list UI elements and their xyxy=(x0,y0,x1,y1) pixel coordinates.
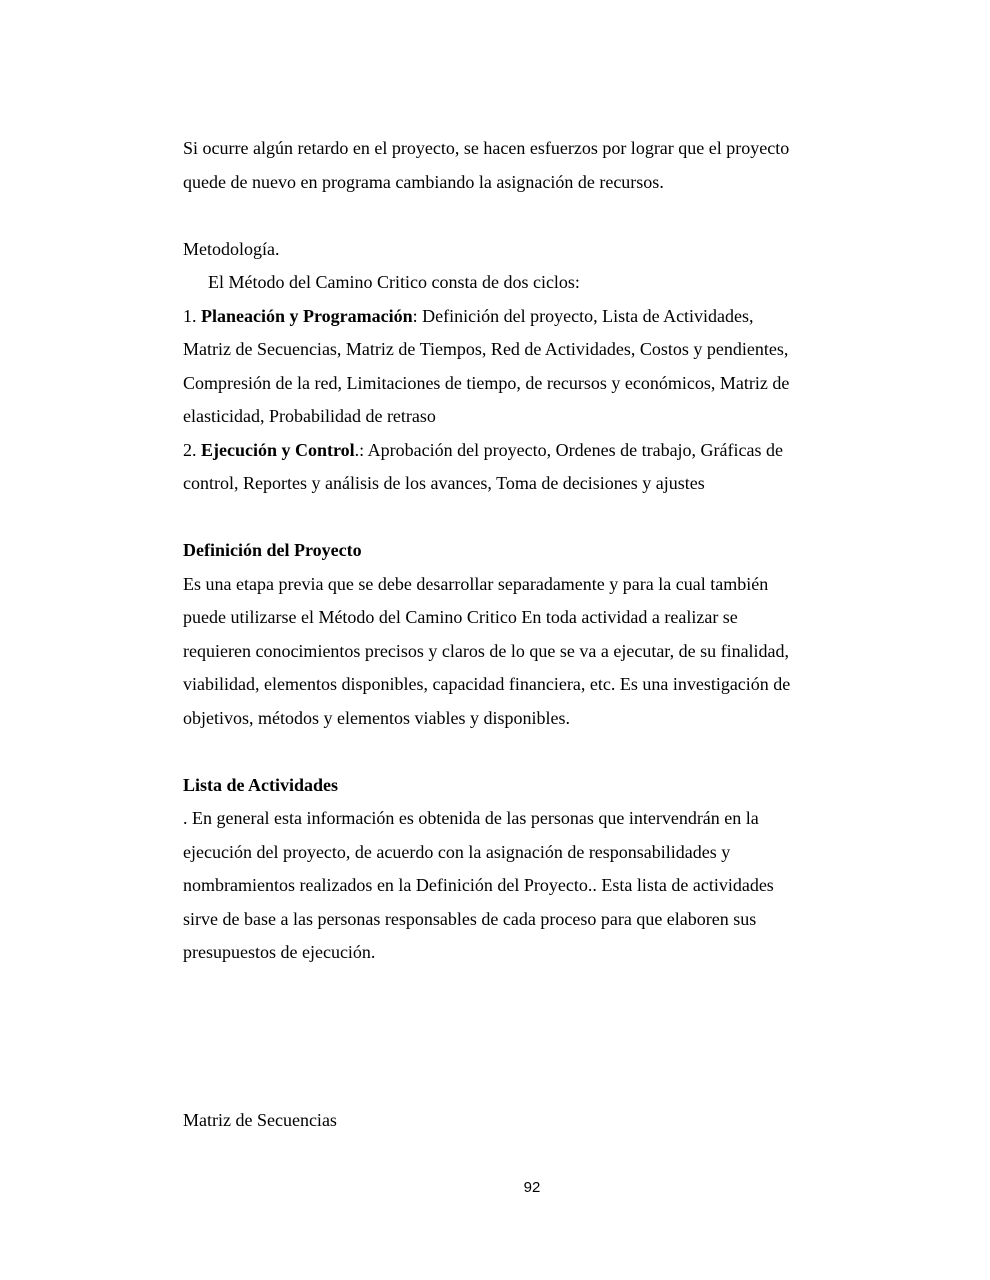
lista-line-2: ejecución del proyecto, de acuerdo con la asignación de responsabilidades y xyxy=(183,841,731,862)
definicion-line-4: viabilidad, elementos disponibles, capacidad financiera, etc. Es una investigación de xyxy=(183,674,791,694)
intro-line-1: Si ocurre algún retardo en el proyecto, se hacen esfuerzos por lograr que el proyecto xyxy=(183,138,790,158)
metodologia-section xyxy=(183,233,863,501)
cycle-2-line-1 xyxy=(183,434,863,468)
cycle-1-number: 1. xyxy=(183,305,201,326)
document-page xyxy=(183,132,863,1137)
metodologia-heading: Metodología. xyxy=(183,238,280,259)
cycle-1-line-1-rest: : Definición del proyecto, Lista de Actividades, xyxy=(412,305,754,326)
intro-paragraph xyxy=(183,132,863,199)
lista-heading xyxy=(183,769,863,803)
definicion-section xyxy=(183,534,863,735)
page-number: 92 xyxy=(523,1179,541,1196)
intro-line-2: quede de nuevo en programa cambiando la asignación de recursos. xyxy=(183,171,664,192)
metodologia-intro-line: El Método del Camino Critico consta de dos ciclos: xyxy=(208,272,580,292)
cycle-1-line-2: Matriz de Secuencias, Matriz de Tiempos, Red de Actividades, Costos y pendientes, xyxy=(183,339,789,359)
definicion-line-2: puede utilizarse el Método del Camino Critico En toda actividad a realizar se xyxy=(183,607,738,627)
cycle-1-title: Planeación y Programación xyxy=(201,305,413,326)
cycle-1-line-4: elasticidad, Probabilidad de retraso xyxy=(183,406,436,426)
definicion-line-5: objetivos, métodos y elementos viables y disponibles. xyxy=(183,707,570,728)
spacer xyxy=(183,199,863,233)
lista-heading-text: Lista de Actividades xyxy=(183,774,339,795)
lista-line-3: nombramientos realizados en la Definición del Proyecto.. Esta lista de actividades xyxy=(183,875,774,895)
cycle-2-title: Ejecución y Control xyxy=(201,439,355,460)
spacer xyxy=(183,501,863,535)
spacer xyxy=(183,970,863,1104)
cycle-1-line-1 xyxy=(183,300,863,334)
definicion-line-3: requieren conocimientos precisos y claros de lo que se va a ejecutar, de su finalidad, xyxy=(183,640,790,661)
matriz-section xyxy=(183,1104,863,1138)
cycle-1-line-3: Compresión de la red, Limitaciones de tiempo, de recursos y económicos, Matriz de xyxy=(183,372,790,393)
cycle-2-number: 2. xyxy=(183,439,201,460)
definicion-line-1: Es una etapa previa que se debe desarrollar separadamente y para la cual también xyxy=(183,573,769,594)
cycle-2-line-2: control, Reportes y análisis de los avances, Toma de decisiones y ajustes xyxy=(183,473,705,493)
lista-section xyxy=(183,769,863,970)
lista-line-1: . En general esta información es obtenida de las personas que intervendrán en la xyxy=(183,808,759,828)
cycle-1-item xyxy=(183,300,863,434)
cycle-2-item xyxy=(183,434,863,501)
matriz-heading: Matriz de Secuencias xyxy=(183,1109,337,1130)
spacer xyxy=(183,735,863,769)
lista-line-5: presupuestos de ejecución. xyxy=(183,942,376,962)
definicion-heading-text: Definición del Proyecto xyxy=(183,540,362,560)
definicion-heading xyxy=(183,534,863,568)
cycle-2-line-1-rest: .: Aprobación del proyecto, Ordenes de trabajo, Gráficas de xyxy=(354,439,784,460)
lista-line-4: sirve de base a las personas responsables de cada proceso para que elaboren sus xyxy=(183,908,757,929)
